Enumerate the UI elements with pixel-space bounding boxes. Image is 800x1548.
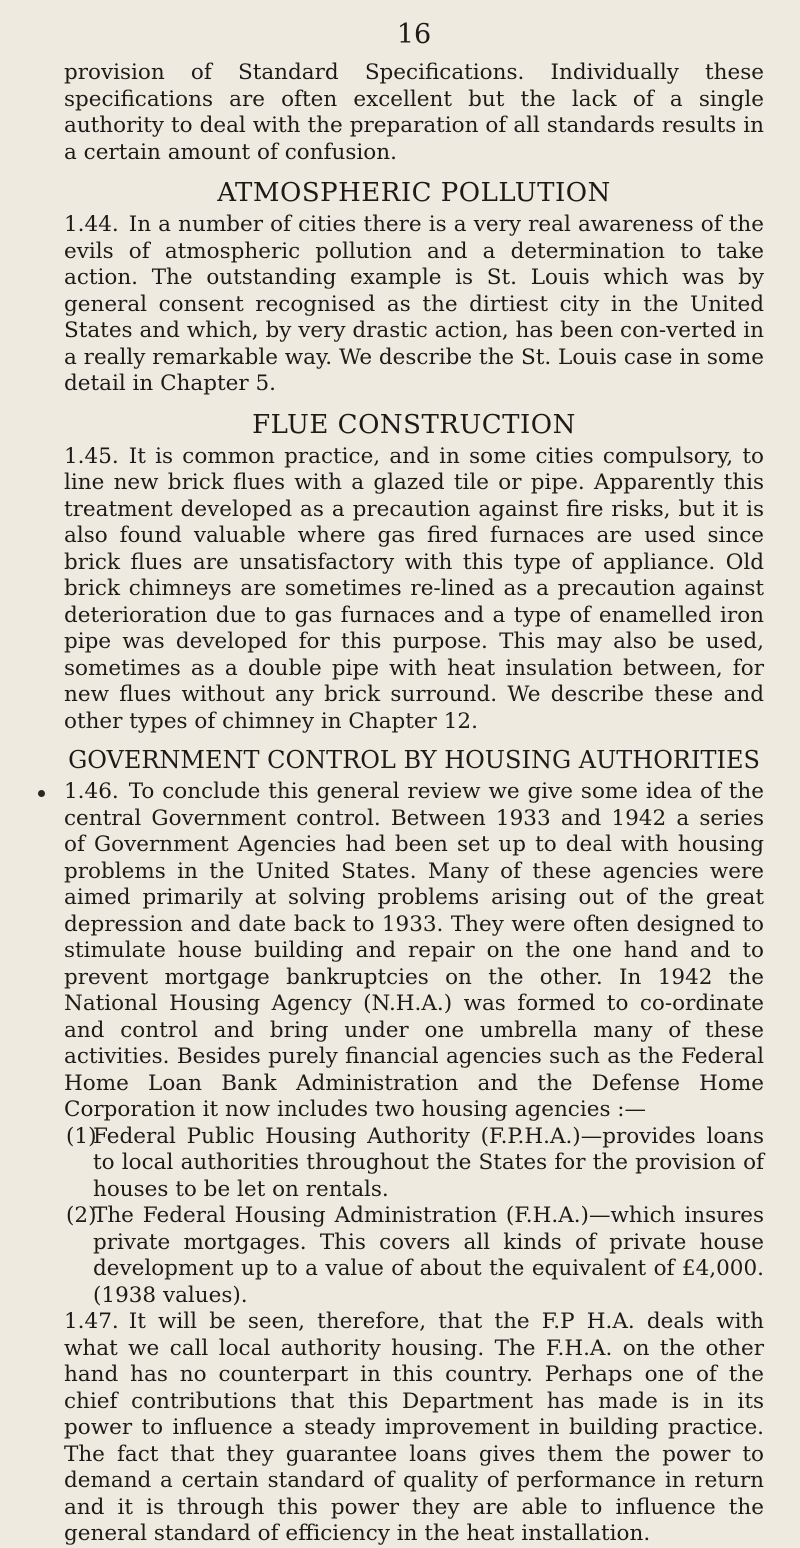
list-item-text: Federal Public Housing Authority (F.P.H.A.)—provides loans to local authorities throughout the States for the provision of houses to be let on rentals. (93, 1123, 764, 1202)
list-marker: (2) (66, 1203, 97, 1228)
list-marker: (1) (66, 1123, 97, 1149)
margin-mark (38, 790, 45, 797)
section-heading-atmospheric-pollution: ATMOSPHERIC POLLUTION (217, 178, 611, 208)
paragraph-number: 1.47. (64, 1309, 119, 1334)
housing-agencies-list (64, 1124, 764, 1310)
paragraph-text: It is common practice, and in some cities compulsory, to line new brick flues with a glazed tile or pipe. Apparently this treatment developed as a precaution against fire risks, but it is also found valuable where gas fired furnaces are used since brick flues are unsatisfactory with this type of appliance. Old brick chimneys are sometimes re-lined as a precaution against deterioration due to gas furnaces and a type of enamelled iron pipe was developed for this purpose. This may also be used, sometimes as a double pipe with heat insulation between, for new flues without any brick surround. We describe these and other types of chimney in Chapter 12. (64, 443, 764, 734)
list-item (64, 1203, 764, 1309)
paragraph-text: To conclude this general review we give some idea of the central Government control. Between 1933 and 1942 a series of Government Agencies had been set up to deal with housing problems in the United States. Many of these agencies were aimed primarily at solving problems arising out of the great depression and date back to 1933. They were often designed to stimulate house building and repair on the one hand and to prevent mortgage bankruptcies on the other. In 1942 the National Housing Agency (N.H.A.) was formed to co-ordinate and control and bring under one umbrella many of these activities. Besides purely financial agencies such as the Federal Home Loan Bank Administration and the Defense Home Corporation it now includes two housing agencies :— (64, 779, 764, 1122)
paragraph-text: In a number of cities there is a very real awareness of the evils of atmospheric pollution and a determination to take action. The outstanding example is St. Louis which was by general consent recognised as the dirtiest city in the United States and which, by very drastic action, has been con-verted in a really remarkable way. We describe the St. Louis case in some detail in Chapter 5. (64, 212, 764, 396)
paragraph-1-47 (64, 1309, 764, 1548)
section-heading-flue-construction: FLUE CONSTRUCTION (252, 409, 576, 440)
intro-paragraph: provision of Standard Specifications. Individually these specifications are often excellent but the lack of a single authority to deal with the preparation of all standards results in a certain amount of confusion. (64, 60, 764, 165)
paragraph-1-45 (64, 444, 764, 736)
paragraph-1-44 (64, 212, 764, 398)
page-number: 16 (396, 19, 432, 50)
paragraph-1-46 (64, 779, 764, 1124)
paragraph-number: 1.46. (64, 779, 119, 804)
section-heading-government-control: GOVERNMENT CONTROL BY HOUSING AUTHORITIES (68, 746, 760, 774)
paragraph-number: 1.44. (64, 212, 119, 237)
paragraph-text: It will be seen, therefore, that the F.P H.A. deals with what we call local authority housing. The F.H.A. on the other hand has no counterpart in this country. Perhaps one of the chief contributions that this Department has made is in its power to influence a steady improvement in building practice. The fact that they guarantee loans gives them the power to demand a certain standard of quality of performance in return and it is through this power they are able to influence the general standard of efficiency in the heat installation. (64, 1309, 764, 1546)
list-item (64, 1124, 764, 1204)
list-item-text: The Federal Housing Administration (F.H.A.)—which insures private mortgages. This covers all kinds of private house development up to a value of about the equivalent of £4,000. (1938 values). (93, 1203, 764, 1308)
document-page (64, 18, 764, 1548)
paragraph-number: 1.45. (64, 443, 119, 469)
